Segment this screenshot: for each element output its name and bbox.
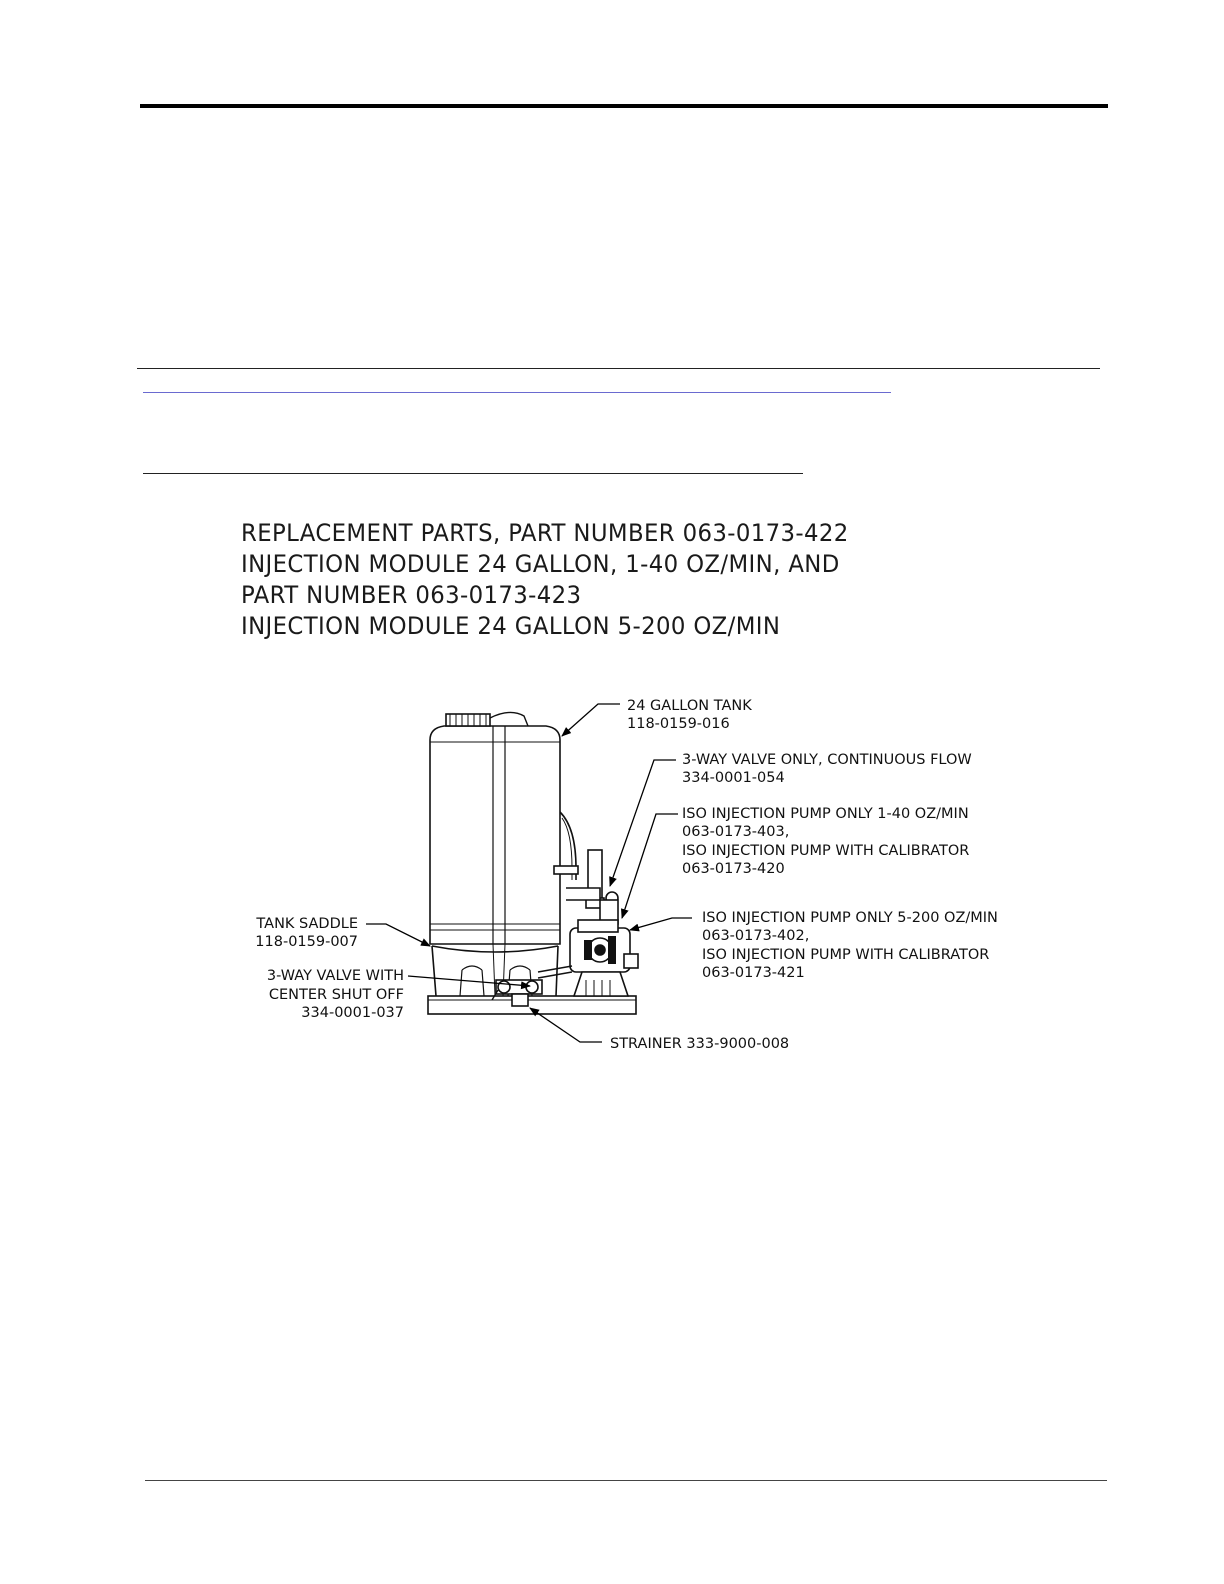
pump-5-200-line-1: ISO INJECTION PUMP ONLY 5-200 OZ/MIN — [702, 910, 998, 926]
saddle-label: TANK SADDLE — [256, 916, 358, 932]
heading-line-4: INJECTION MODULE 24 GALLON 5-200 OZ/MIN — [241, 612, 781, 640]
module-drawing — [428, 712, 638, 1014]
leader-valve-continuous — [610, 760, 676, 886]
valve-continuous-label: 3-WAY VALVE ONLY, CONTINUOUS FLOW — [682, 752, 972, 768]
tank-part: 118-0159-016 — [627, 716, 730, 732]
heading-line-3: PART NUMBER 063-0173-423 — [241, 581, 582, 609]
valve-shutoff-line-1: 3-WAY VALVE WITH — [266, 968, 404, 984]
tank-body — [430, 726, 560, 944]
pump-assembly — [570, 920, 638, 996]
heading-line-1: REPLACEMENT PARTS, PART NUMBER 063-0173-422 — [241, 519, 849, 547]
pump-1-40-line-3: ISO INJECTION PUMP WITH CALIBRATOR — [682, 843, 970, 859]
pump-1-40-line-1: ISO INJECTION PUMP ONLY 1-40 OZ/MIN — [682, 806, 969, 822]
pump-5-200-line-4: 063-0173-421 — [702, 965, 805, 981]
leader-pump-1-40 — [622, 814, 678, 918]
pump-5-200-line-2: 063-0173-402, — [702, 928, 810, 944]
base-plate — [428, 996, 636, 1014]
strainer-label: STRAINER 333-9000-008 — [610, 1036, 790, 1052]
suction-line — [538, 966, 572, 978]
valve-shutoff-line-3: 334-0001-037 — [301, 1005, 404, 1021]
valve-continuous-part: 334-0001-054 — [682, 770, 785, 786]
valve-shutoff-line-2: CENTER SHUT OFF — [268, 987, 404, 1003]
pump-5-200-line-3: ISO INJECTION PUMP WITH CALIBRATOR — [702, 947, 990, 963]
leader-saddle — [366, 924, 430, 946]
strainer — [512, 994, 528, 1006]
pump-1-40-line-2: 063-0173-403, — [682, 824, 790, 840]
heading-line-2: INJECTION MODULE 24 GALLON, 1-40 OZ/MIN, AND — [241, 550, 840, 578]
tank-label: 24 GALLON TANK — [627, 698, 752, 714]
leader-pump-5-200 — [630, 918, 692, 930]
leader-tank — [562, 704, 620, 736]
pump-1-40-line-4: 063-0173-420 — [682, 861, 785, 877]
saddle-part: 118-0159-007 — [255, 934, 358, 950]
